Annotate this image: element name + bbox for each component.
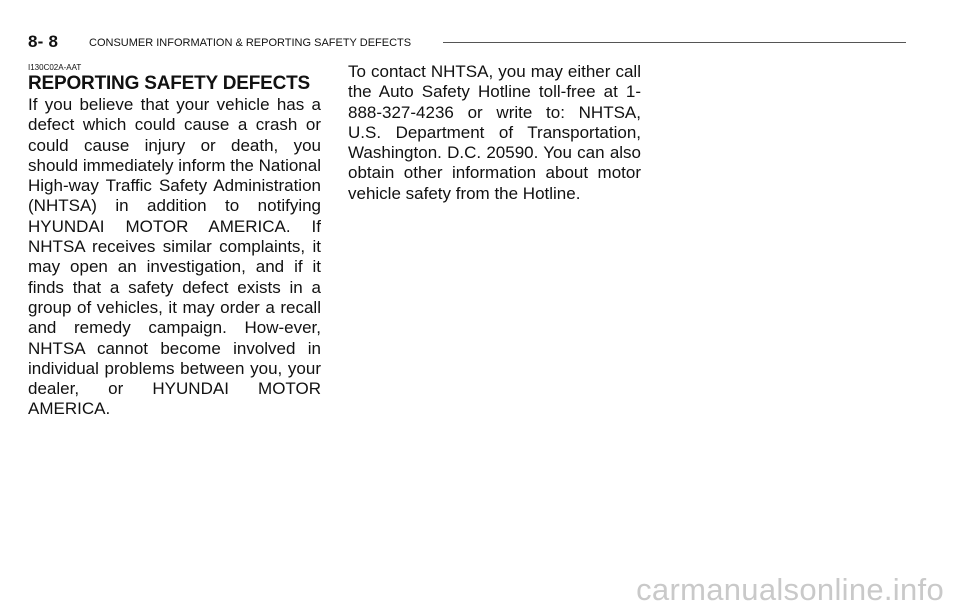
site-watermark: carmanualsonline.info [636,572,944,607]
section-code: I130C02A-AAT [28,63,82,72]
right-column [348,62,641,204]
contact-paragraph: To contact NHTSA, you may either call the Auto Safety Hotline toll-free at 1-888-327-4236 or write to: NHTSA, U.S. Department of Transportation, Washington. D.C. 20590. You can also obtain other information about motor vehicle safety from the Hotline. [348,62,641,203]
section-title: CONSUMER INFORMATION & REPORTING SAFETY DEFECTS [89,37,412,49]
left-column [28,62,321,420]
reporting-paragraph: If you believe that your vehicle has a defect which could cause a crash or could cause injury or death, you should immediately inform the National High-way Traffic Safety Administration (NHTSA) in addition to notifying HYUNDAI MOTOR AMERICA. If NHTSA receives similar complaints, it may open an investigation, and if it finds that a safety defect exists in a group of vehicles, it may order a recall and remedy campaign. How-ever, NHTSA cannot become involved in individual problems between you, your dealer, or HYUNDAI MOTOR AMERICA. [28,95,321,419]
section-heading: REPORTING SAFETY DEFECTS [28,73,310,94]
header-divider [443,42,906,43]
page-number: 8- 8 [28,32,59,51]
page-header [28,32,906,52]
